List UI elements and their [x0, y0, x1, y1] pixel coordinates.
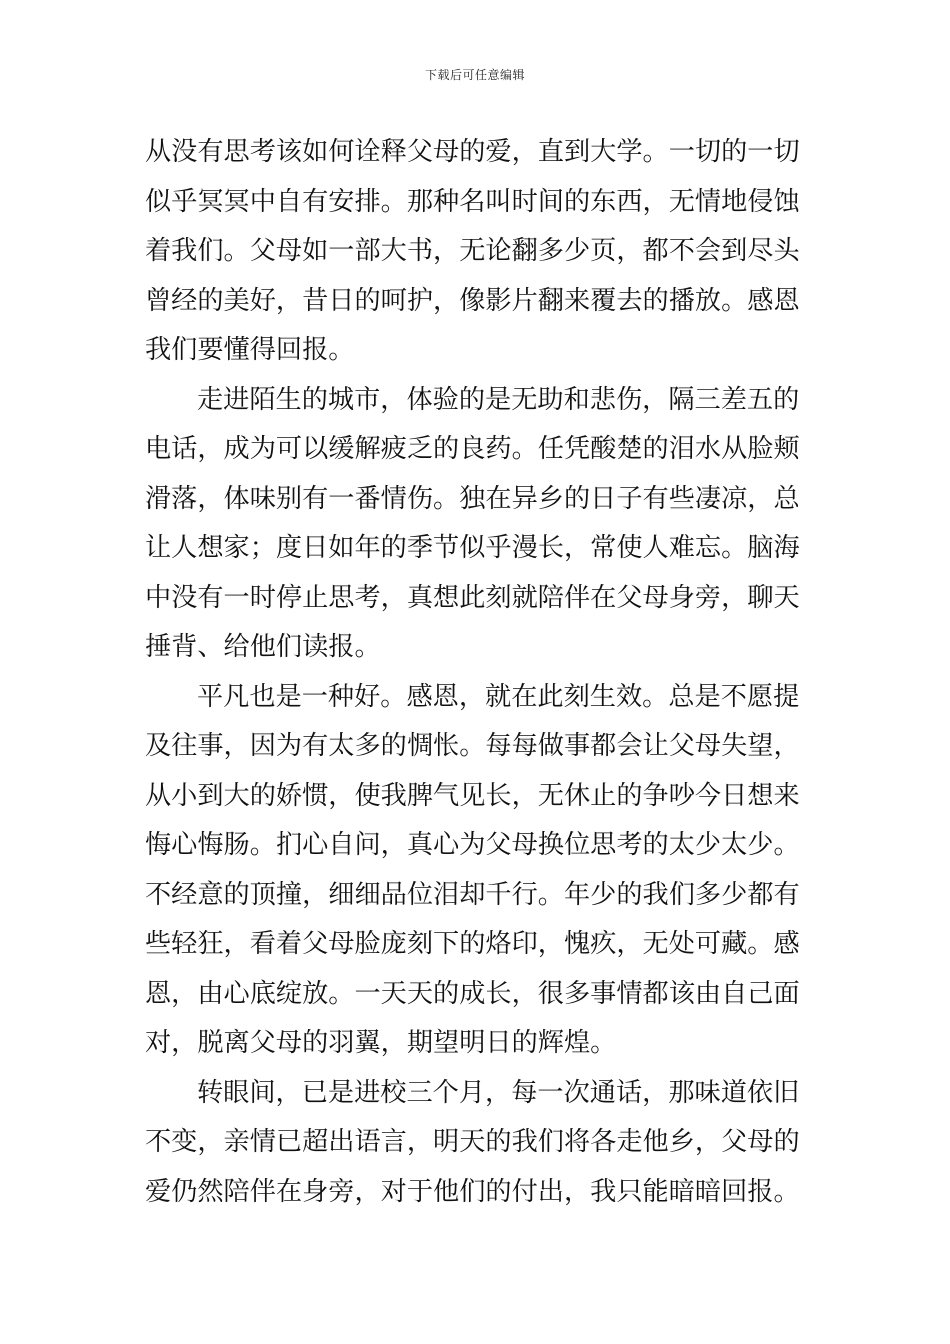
- paragraph-2-line-4: 让人想家；度日如年的季节似乎漫长，常使人难忘。脑海: [145, 533, 800, 563]
- paragraph-1-line-1: 从没有思考该如何诠释父母的爱，直到大学。一切的一切: [145, 137, 800, 167]
- paragraph-3-line-8: 对，脱离父母的羽翼，期望明日的辉煌。: [145, 1028, 617, 1058]
- paragraph-2-line-2: 电话，成为可以缓解疲乏的良药。任凭酸楚的泪水从脸颊: [145, 434, 800, 464]
- paragraph-3-line-7: 恩，由心底绽放。一天天的成长，很多事情都该由自己面: [145, 978, 800, 1009]
- paragraph-1-line-2: 似乎冥冥中自有安排。那种名叫时间的东西，无情地侵蚀: [145, 186, 800, 217]
- paragraph-4-line-1: 转眼间，已是进校三个月，每一次通话，那味道依旧: [197, 1077, 800, 1108]
- paragraph-2-line-1: 走进陌生的城市，体验的是无助和悲伤，隔三差五的: [197, 384, 800, 415]
- paragraph-1-line-5: 我们要懂得回报。: [145, 335, 355, 365]
- paragraph-3-line-5: 不经意的顶撞，细细品位泪却千行。年少的我们多少都有: [145, 879, 800, 910]
- paragraph-3-line-3: 从小到大的娇惯，使我脾气见长，无休止的争吵今日想来: [145, 780, 800, 811]
- paragraph-3-line-6: 些轻狂，看着父母脸庞刻下的烙印，愧疚，无处可藏。感: [145, 929, 800, 959]
- paragraph-4-line-3: 爱仍然陪伴在身旁，对于他们的付出，我只能暗暗回报。: [145, 1176, 800, 1207]
- paragraph-2-line-6: 捶背、给他们读报。: [145, 632, 381, 662]
- paragraph-2-line-3: 滑落，体味别有一番情伤。独在异乡的日子有些凄凉，总: [145, 483, 800, 514]
- paragraph-3-line-1: 平凡也是一种好。感恩，就在此刻生效。总是不愿提: [197, 681, 800, 712]
- paragraph-3-line-2: 及往事，因为有太多的惆怅。每每做事都会让父母失望，: [145, 731, 800, 761]
- paragraph-3-line-4: 悔心悔肠。扪心自问，真心为父母换位思考的太少太少。: [145, 830, 800, 860]
- paragraph-1-line-4: 曾经的美好，昔日的呵护，像影片翻来覆去的播放。感恩: [145, 285, 800, 316]
- document-body: [145, 128, 807, 1217]
- paragraph-2-line-5: 中没有一时停止思考，真想此刻就陪伴在父母身旁，聊天: [145, 582, 800, 613]
- paragraph-4-line-2: 不变，亲情已超出语言，明天的我们将各走他乡，父母的: [145, 1127, 800, 1157]
- header-note: 下载后可任意编辑: [424, 68, 525, 82]
- paragraph-1-line-3: 着我们。父母如一部大书，无论翻多少页，都不会到尽头: [145, 236, 800, 266]
